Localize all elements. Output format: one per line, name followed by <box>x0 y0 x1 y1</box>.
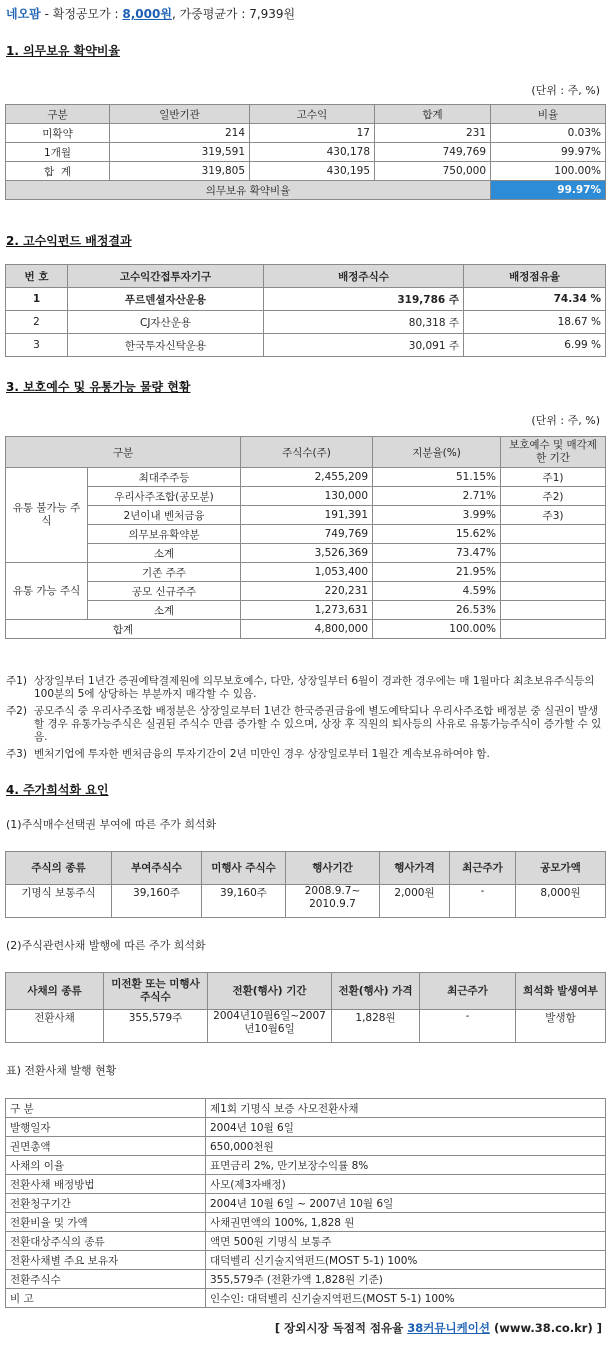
section5-title: 표) 전환사채 발행 현황 <box>6 1064 117 1077</box>
table-cell <box>501 563 606 582</box>
note-text: 벤처기업에 투자한 벤처금융의 투자기간이 2년 미만인 경우 상장일로부터 1월간 계속보유하여야 함. <box>34 748 490 760</box>
table-row <box>6 582 606 601</box>
footer-prefix: [ 장외시장 독점적 점유율 <box>274 1321 408 1335</box>
table-cell: 18.67 % <box>464 311 606 334</box>
table-cell: 소계 <box>88 544 241 563</box>
row-value: 2004년 10월 6일 ~ 2007년 10월 6일 <box>206 1194 606 1213</box>
table-cell: 191,391 <box>241 506 373 525</box>
note-key: 주3) <box>6 748 27 760</box>
section3-table <box>5 436 606 639</box>
table-cell: 2,455,209 <box>241 468 373 487</box>
row-value: 650,000천원 <box>206 1137 606 1156</box>
note-text: 공모주식 중 우리사주조합 배정분은 상장일로부터 1년간 한국증권금융에 별도예탁되나 우리사주조합 배정분 중 실권이 발생할 경우 유통가능주식은 실권된 주식수 만큼 증가할 수 있으며, 상장 후 직원의 퇴사등의 사유로 유통가능주식이 증가할 수 있음. <box>34 705 602 743</box>
section3-unit: (단위 : 주, %) <box>531 414 600 427</box>
table-cell: 749,769 <box>241 525 373 544</box>
table-row <box>6 506 606 525</box>
table-row <box>6 1270 606 1289</box>
table-row <box>6 1137 606 1156</box>
table-cell: 214 <box>110 124 250 143</box>
table-cell: 1,273,631 <box>241 601 373 620</box>
row-value: 대덕벨리 신기술지역펀드(MOST 5-1) 100% <box>206 1251 606 1270</box>
section1-unit: (단위 : 주, %) <box>531 84 600 97</box>
table-row <box>6 143 606 162</box>
table-cell: 73.47% <box>373 544 501 563</box>
table-cell <box>501 620 606 639</box>
table-cell: 430,195 <box>250 162 375 181</box>
table-cell: 100.00% <box>491 162 606 181</box>
section4-sub1: (1)주식매수선택권 부여에 따른 주가 희석화 <box>6 818 217 831</box>
footer-suffix: (www.38.co.kr) ] <box>489 1321 602 1335</box>
table-row <box>6 563 606 582</box>
col-header: 희석화 발생여부 <box>516 973 606 1010</box>
col-header: 고수익 <box>250 105 375 124</box>
table-row <box>6 162 606 181</box>
section1-table <box>5 104 606 200</box>
table-cell: 231 <box>375 124 491 143</box>
table-cell: 우리사주조합(공모분) <box>88 487 241 506</box>
col-header: 배정주식수 <box>264 265 464 288</box>
row-label: 전환사채별 주요 보유자 <box>6 1251 206 1270</box>
note-text: 상장일부터 1년간 증권예탁결제원에 의무보호예수, 다만, 상장일부터 6월이 경과한 경우에는 매 1월마다 최초보유주식등의 100분의 5에 상당하는 부분까지 매각할 수 있음. <box>34 675 595 700</box>
table-cell: 소계 <box>88 601 241 620</box>
row-value: 액면 500원 기명식 보통주 <box>206 1232 606 1251</box>
table-cell: - <box>420 1010 516 1043</box>
company-name-link[interactable]: 네오팜 <box>6 7 41 21</box>
table-cell: 푸르덴셜자산운용 <box>68 288 264 311</box>
bond-table <box>5 972 606 1043</box>
table-row <box>6 1289 606 1308</box>
table-cell: 74.34 % <box>464 288 606 311</box>
group-label: 유통 불가능 주식 <box>6 468 88 563</box>
table-cell: 0.03% <box>491 124 606 143</box>
row-value: 제1회 기명식 보증 사모전환사채 <box>206 1099 606 1118</box>
footer-brand-link[interactable]: 38커뮤니케이션 <box>407 1321 490 1335</box>
col-header: 사채의 종류 <box>6 973 104 1010</box>
col-header: 미전환 또는 미행사 주식수 <box>104 973 208 1010</box>
table-cell: 3.99% <box>373 506 501 525</box>
table-row <box>6 1175 606 1194</box>
note-item <box>6 705 604 744</box>
row-value: 인수인: 대덕벨리 신기술지역펀드(MOST 5-1) 100% <box>206 1289 606 1308</box>
table-row <box>6 487 606 506</box>
section4-title: 4. 주가희석화 요인 <box>6 783 109 797</box>
table-row <box>6 885 606 918</box>
table-cell: 기명식 보통주식 <box>6 885 112 918</box>
table-cell: 15.62% <box>373 525 501 544</box>
table-cell: 750,000 <box>375 162 491 181</box>
table-row <box>6 601 606 620</box>
table-cell: 합계 <box>6 620 241 639</box>
section2-title: 2. 고수익펀드 배정결과 <box>6 234 132 248</box>
note-item <box>6 675 604 701</box>
col-header: 배정점유율 <box>464 265 606 288</box>
table-cell: 전환사채 <box>6 1010 104 1043</box>
table-cell: 319,591 <box>110 143 250 162</box>
table-cell: 2008.9.7~ 2010.9.7 <box>286 885 380 918</box>
col-header: 미행사 주식수 <box>202 852 286 885</box>
row-value: 사채권면액의 100%, 1,828 원 <box>206 1213 606 1232</box>
table-cell: 1 <box>6 288 68 311</box>
table-row <box>6 525 606 544</box>
notes-block <box>6 675 604 765</box>
section2-table <box>5 264 606 357</box>
table-cell: 3,526,369 <box>241 544 373 563</box>
section3-title: 3. 보호예수 및 유통가능 물량 현황 <box>6 380 191 394</box>
table-cell: 2 <box>6 311 68 334</box>
table-cell: 의무보유확약분 <box>88 525 241 544</box>
table-cell <box>501 525 606 544</box>
table-row <box>6 1232 606 1251</box>
table-row <box>6 334 606 357</box>
col-header: 비율 <box>491 105 606 124</box>
table-cell: 21.95% <box>373 563 501 582</box>
table-header-row <box>6 852 606 885</box>
row-label: 구 분 <box>6 1099 206 1118</box>
price-value: 8,000원 <box>122 7 172 21</box>
table-row <box>6 124 606 143</box>
col-header: 공모가액 <box>516 852 606 885</box>
header-line <box>6 5 295 22</box>
col-header: 주식수(주) <box>241 437 373 468</box>
table-cell: 80,318 주 <box>264 311 464 334</box>
table-cell: 6.99 % <box>464 334 606 357</box>
summary-row <box>6 181 606 200</box>
table-cell: 한국투자신탁운용 <box>68 334 264 357</box>
table-row <box>6 1213 606 1232</box>
table-row <box>6 1010 606 1043</box>
table-cell: 2,000원 <box>380 885 450 918</box>
section1-title: 1. 의무보유 확약비율 <box>6 44 121 58</box>
row-label: 발행일자 <box>6 1118 206 1137</box>
note-key: 주1) <box>6 675 27 687</box>
table-row <box>6 1156 606 1175</box>
table-cell: 주1) <box>501 468 606 487</box>
row-value: 2004년 10월 6일 <box>206 1118 606 1137</box>
bond-issue-table <box>5 1098 606 1308</box>
table-cell: 17 <box>250 124 375 143</box>
footer <box>275 1320 602 1336</box>
total-row <box>6 620 606 639</box>
table-cell: 1,053,400 <box>241 563 373 582</box>
table-cell <box>501 601 606 620</box>
row-value: 사모(제3자배정) <box>206 1175 606 1194</box>
summary-value: 99.97% <box>491 181 606 200</box>
table-cell: 미확약 <box>6 124 110 143</box>
table-row <box>6 1099 606 1118</box>
row-value: 355,579주 (전환가액 1,828원 기준) <box>206 1270 606 1289</box>
table-cell: 발생함 <box>516 1010 606 1043</box>
group-label: 유통 가능 주식 <box>6 563 88 620</box>
col-header: 최근주가 <box>420 973 516 1010</box>
table-cell <box>501 582 606 601</box>
table-cell: 355,579주 <box>104 1010 208 1043</box>
table-cell: 99.97% <box>491 143 606 162</box>
table-cell: 100.00% <box>373 620 501 639</box>
table-cell: 2년이내 벤처금융 <box>88 506 241 525</box>
note-key: 주2) <box>6 705 27 717</box>
col-header: 부여주식수 <box>112 852 202 885</box>
row-value: 표면금리 2%, 만기보장수익률 8% <box>206 1156 606 1175</box>
table-row <box>6 544 606 563</box>
table-cell: 주3) <box>501 506 606 525</box>
row-label: 전환청구기간 <box>6 1194 206 1213</box>
row-label: 전환대상주식의 종류 <box>6 1232 206 1251</box>
col-header: 행사가격 <box>380 852 450 885</box>
col-header: 최근주가 <box>450 852 516 885</box>
note-item <box>6 748 604 761</box>
table-row <box>6 468 606 487</box>
table-cell: 319,786 주 <box>264 288 464 311</box>
table-cell: 공모 신규주주 <box>88 582 241 601</box>
col-header: 주식의 종류 <box>6 852 112 885</box>
table-cell: 220,231 <box>241 582 373 601</box>
row-label: 전환비율 및 가액 <box>6 1213 206 1232</box>
table-cell: 319,805 <box>110 162 250 181</box>
table-cell: 26.53% <box>373 601 501 620</box>
col-header: 구분 <box>6 105 110 124</box>
table-row <box>6 1194 606 1213</box>
col-header: 보호예수 및 매각제한 기간 <box>501 437 606 468</box>
table-row <box>6 1118 606 1137</box>
table-cell: 1,828원 <box>332 1010 420 1043</box>
table-cell: 3 <box>6 334 68 357</box>
table-cell: CJ자산운용 <box>68 311 264 334</box>
table-cell: 430,178 <box>250 143 375 162</box>
row-label: 비 고 <box>6 1289 206 1308</box>
table-cell: 4,800,000 <box>241 620 373 639</box>
price-label: - 확정공모가 : <box>40 7 123 21</box>
col-header: 고수익간접투자기구 <box>68 265 264 288</box>
row-label: 권면총액 <box>6 1137 206 1156</box>
col-header: 번 호 <box>6 265 68 288</box>
col-header: 행사기간 <box>286 852 380 885</box>
table-cell: 1개월 <box>6 143 110 162</box>
row-label: 전환사채 배정방법 <box>6 1175 206 1194</box>
table-header-row <box>6 437 606 468</box>
row-label: 전환주식수 <box>6 1270 206 1289</box>
table-cell: 39,160주 <box>202 885 286 918</box>
col-header: 구분 <box>6 437 241 468</box>
col-header: 전환(행사) 기간 <box>208 973 332 1010</box>
table-cell: - <box>450 885 516 918</box>
table-header-row <box>6 973 606 1010</box>
table-cell <box>501 544 606 563</box>
table-cell: 51.15% <box>373 468 501 487</box>
table-cell: 최대주주등 <box>88 468 241 487</box>
summary-label: 의무보유 확약비율 <box>6 181 491 200</box>
table-cell: 749,769 <box>375 143 491 162</box>
table-cell: 130,000 <box>241 487 373 506</box>
table-cell: 8,000원 <box>516 885 606 918</box>
table-cell: 기존 주주 <box>88 563 241 582</box>
col-header: 일반기관 <box>110 105 250 124</box>
table-row <box>6 1251 606 1270</box>
table-row <box>6 311 606 334</box>
section4-sub2: (2)주식관련사채 발행에 따른 주가 희석화 <box>6 939 206 952</box>
table-header-row <box>6 105 606 124</box>
table-row <box>6 288 606 311</box>
avg-price-label: , 가중평균가 : 7,939원 <box>171 7 296 21</box>
table-cell: 4.59% <box>373 582 501 601</box>
row-label: 사채의 이율 <box>6 1156 206 1175</box>
table-cell: 39,160주 <box>112 885 202 918</box>
table-cell: 2.71% <box>373 487 501 506</box>
stock-option-table <box>5 851 606 918</box>
table-cell: 주2) <box>501 487 606 506</box>
col-header: 전환(행사) 가격 <box>332 973 420 1010</box>
table-cell: 30,091 주 <box>264 334 464 357</box>
table-cell: 2004년10월6일~2007년10월6일 <box>208 1010 332 1043</box>
col-header: 합계 <box>375 105 491 124</box>
table-cell: 합 계 <box>6 162 110 181</box>
table-header-row <box>6 265 606 288</box>
col-header: 지분율(%) <box>373 437 501 468</box>
